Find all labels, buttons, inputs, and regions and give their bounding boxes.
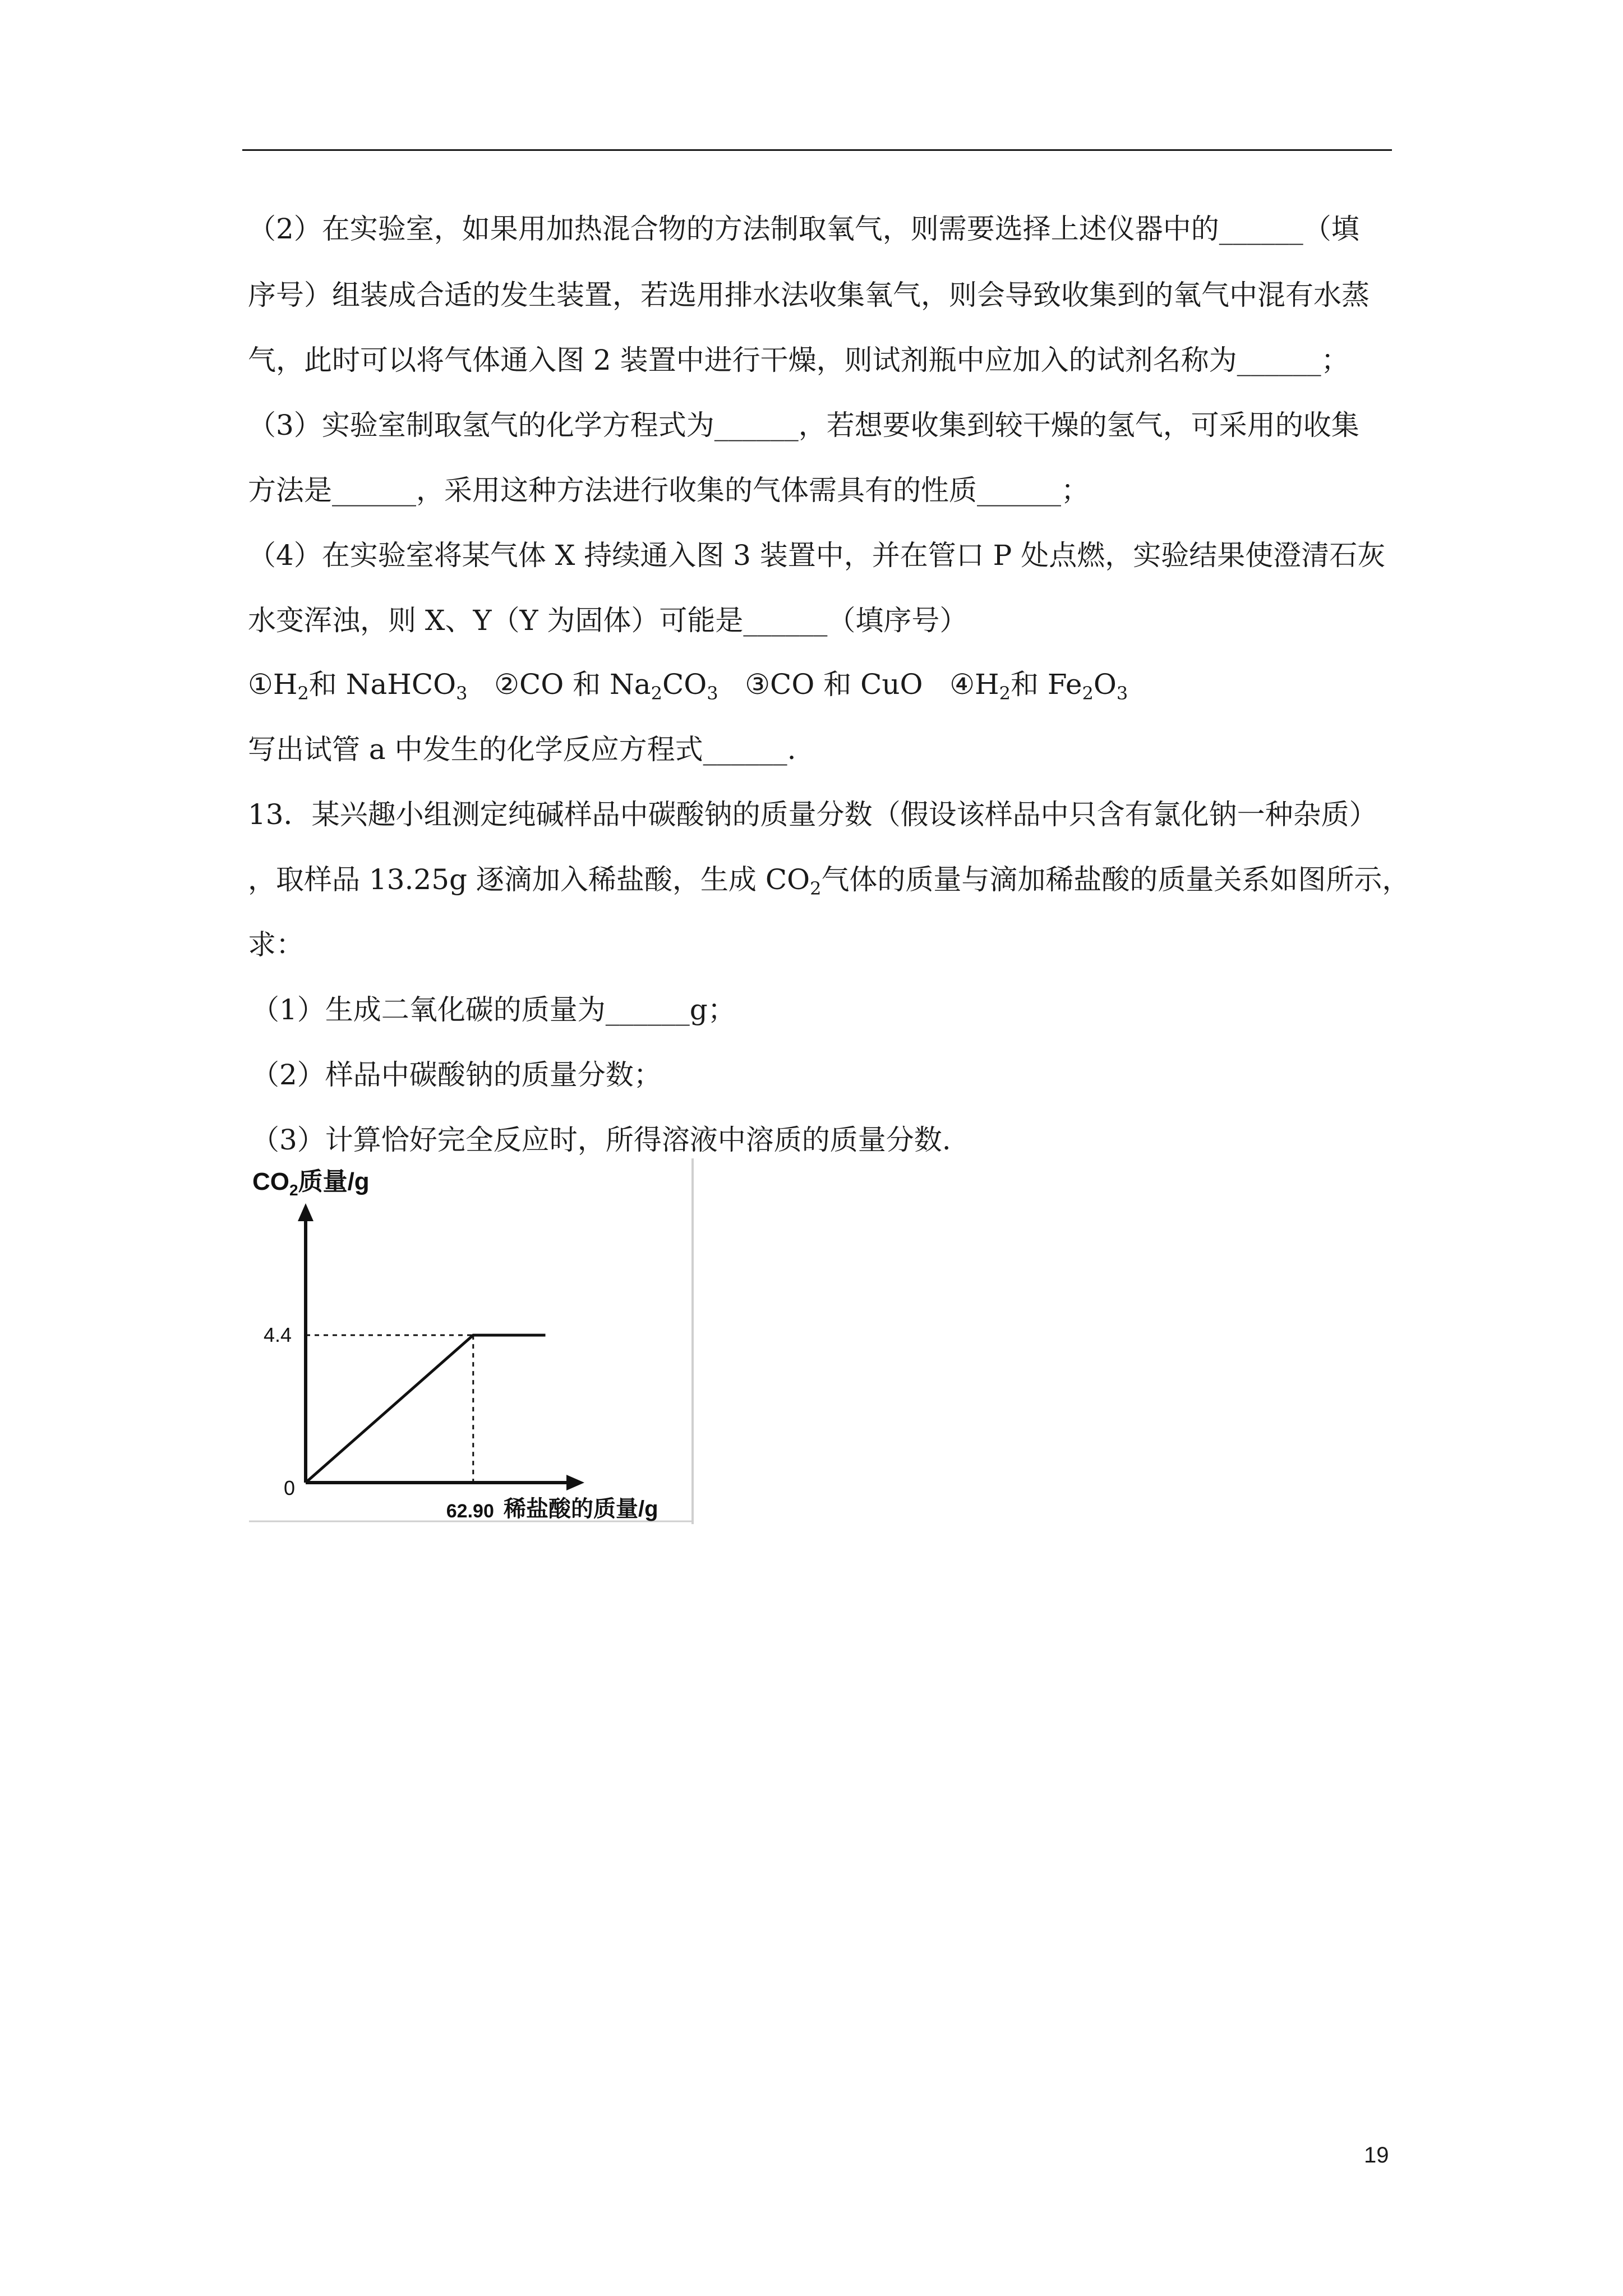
- q12-part2-line2: 序号）组装成合适的发生装置，若选用排水法收集氧气，则会导致收集到的氧气中混有水蒸: [248, 279, 1370, 311]
- q12-options: [248, 666, 1128, 702]
- option-3: ③CO 和 CuO: [745, 668, 923, 701]
- q13-sub1: （1）生成二氧化碳的质量为______g；: [251, 993, 736, 1026]
- q12-part4-line1: （4）在实验室将某气体 X 持续通入图 3 装置中，并在管口 P 处点燃，实验结果使澄清石灰: [248, 539, 1386, 572]
- option-2: ②CO 和 $Na_2CO_3$: [494, 668, 718, 704]
- q12-part4-line2: 水变浑浊，则 X、Y（Y 为固体）可能是______（填序号）: [248, 604, 968, 637]
- chart-marks: [306, 1335, 546, 1483]
- q13-sub3: （3）计算恰好完全反应时，所得溶液中溶质的质量分数.: [251, 1124, 951, 1156]
- page-number: 19: [1364, 2143, 1389, 2168]
- y-axis-label: $CO_2$质量/g: [252, 1168, 370, 1199]
- q13-line2: ，取样品 13.25g 逐滴加入稀盐酸，生成 $CO_2$气体的质量与滴加稀盐酸的质量关系如图所示，: [248, 863, 1410, 899]
- option-1: $①H_2$和 NaHCO$_3$: [248, 668, 468, 704]
- q12-part2-line3: 气，此时可以将气体通入图 2 装置中进行干燥，则试剂瓶中应加入的试剂名称为______；: [248, 344, 1349, 376]
- origin-label: 0: [284, 1476, 296, 1499]
- q13-line3: 求：: [248, 928, 304, 961]
- x-axis-arrow: [566, 1475, 584, 1490]
- co2-mass-chart: [241, 1158, 701, 1529]
- q12-part2-line1: （2）在实验室，如果用加热混合物的方法制取氧气，则需要选择上述仪器中的______（填: [248, 213, 1359, 245]
- header-rule: [242, 149, 1392, 151]
- q12-part3-line2: 方法是______，采用这种方法进行收集的气体需具有的性质______；: [248, 474, 1089, 507]
- y-tick-label: 4.4: [264, 1323, 292, 1347]
- q13-sub2: （2）样品中碳酸钠的质量分数；: [251, 1059, 662, 1091]
- x-axis-label: 稀盐酸的质量/g: [504, 1497, 658, 1521]
- q12-part3-line1: （3）实验室制取氢气的化学方程式为______，若想要收集到较干燥的氢气，可采用的收集: [248, 409, 1359, 441]
- series-line: [306, 1335, 546, 1483]
- option-4: $④H_2$和 $Fe_2O_3$: [949, 668, 1128, 704]
- q13-line1: 13．某兴趣小组测定纯碱样品中碳酸钠的质量分数（假设该样品中只含有氯化钠一种杂质）: [248, 798, 1377, 831]
- q12-equation-prompt: 写出试管 a 中发生的化学反应方程式______.: [248, 733, 796, 766]
- x-tick-label: 62.90: [446, 1501, 494, 1522]
- y-axis-arrow: [298, 1203, 313, 1221]
